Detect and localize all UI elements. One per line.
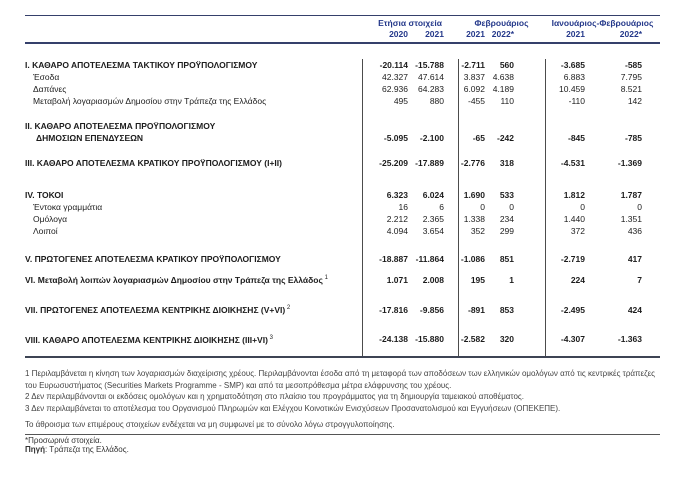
value-cell: 8.521 [620, 84, 642, 94]
value-cell: 0 [637, 202, 642, 212]
table-row [25, 225, 660, 237]
row-label-line2: ΔΗΜΟΣΙΩΝ ΕΠΕΝΔΥΣΕΩΝ [36, 133, 144, 143]
value-cell: -2.711 [461, 60, 485, 70]
value-cell: 1.338 [463, 214, 485, 224]
table-row [25, 157, 660, 169]
value-cell: 1.440 [563, 214, 585, 224]
value-cell: 62.936 [382, 84, 408, 94]
footnotes [25, 368, 660, 414]
value-cell: -2.719 [560, 254, 585, 264]
table-header [25, 15, 660, 44]
source-label: Πηγή [25, 445, 45, 455]
value-cell: 6.092 [463, 84, 485, 94]
value-cell: -1.363 [617, 334, 642, 345]
value-cell: -455 [467, 96, 485, 106]
value-cell: 853 [499, 304, 514, 315]
table-row [25, 83, 660, 95]
value-cell: -2.100 [419, 133, 444, 143]
value-cell: -845 [567, 133, 585, 143]
value-cell: 47.614 [418, 72, 444, 82]
value-cell: 2.365 [422, 214, 444, 224]
header-group-jan-feb: Ιανουάριος-Φεβρουάριος [551, 18, 654, 28]
header-group-annual: Ετήσια στοιχεία [378, 18, 442, 28]
row-label: Λοιποί [33, 226, 58, 236]
value-cell: 533 [499, 190, 514, 200]
column-divider [362, 59, 363, 356]
value-cell: 110 [500, 96, 514, 106]
value-cell: 142 [627, 96, 642, 106]
footnote: 3 Δεν περιλαμβάνεται το αποτέλεσμα του Οργανισμού Πληρωμών και Ελέγχου Κοινοτικών Ενισχύσεων Προσανατολισμού και Εγγυήσεων (ΟΠΕΚΕΠΕ). [25, 403, 561, 413]
row-label: IV. ΤΟΚΟΙ [25, 190, 64, 200]
header-spacer [25, 29, 362, 40]
row-label: Ομόλογα [33, 214, 68, 224]
value-cell: 4.094 [386, 226, 408, 236]
year-label: 2022* [491, 29, 514, 39]
value-cell: 320 [499, 334, 514, 345]
value-cell: 299 [499, 226, 514, 236]
value-cell: 16 [398, 202, 408, 212]
row-label: I. ΚΑΘΑΡΟ ΑΠΟΤΕΛΕΣΜΑ ΤΑΚΤΙΚΟΥ ΠΡΟΫΠΟΛΟΓΙΣΜΟΥ [25, 60, 258, 70]
value-cell: 318 [499, 158, 514, 168]
value-cell: -15.788 [415, 60, 444, 70]
value-cell: 851 [499, 254, 514, 264]
table-row [25, 201, 660, 213]
row-label: Μεταβολή λογαριασμών Δημοσίου στην Τράπεζα της Ελλάδος [33, 96, 267, 106]
value-cell: 224 [570, 274, 585, 285]
value-cell: -785 [624, 133, 642, 143]
year-label: 2021 [566, 29, 585, 39]
row-label: Έσοδα [33, 72, 60, 82]
value-cell: 4.638 [492, 72, 514, 82]
header-spacer [25, 18, 362, 29]
value-cell: -9.856 [419, 304, 444, 315]
value-cell: 372 [570, 226, 585, 236]
value-cell: -585 [624, 60, 642, 70]
row-label: VIII. ΚΑΘΑΡΟ ΑΠΟΤΕΛΕΣΜΑ ΚΕΝΤΡΙΚΗΣ ΔΙΟΙΚΗΣΗΣ (III+VI) $^3$ [25, 334, 273, 345]
source-text: : Τράπεζα της Ελλάδος. [45, 445, 129, 455]
value-cell: 7.795 [620, 72, 642, 82]
table-row [25, 189, 660, 201]
value-cell: -11.864 [415, 254, 444, 264]
value-cell: 1.690 [463, 190, 485, 200]
value-cell: 6 [439, 202, 444, 212]
row-label: Έντοκα γραμμάτια [33, 202, 103, 212]
row-label: V. ΠΡΩΤΟΓΕΝΕΣ ΑΠΟΤΕΛΕΣΜΑ ΚΡΑΤΙΚΟΥ ΠΡΟΫΠΟΛΟΓΙΣΜΟΥ [25, 254, 281, 264]
value-cell: 1.351 [620, 214, 642, 224]
header-group-february: Φεβρουάριος [474, 18, 529, 28]
footnote-reference: 3 [267, 334, 273, 341]
table-row [25, 272, 660, 286]
value-cell: 1.812 [563, 190, 585, 200]
value-cell: 0 [509, 202, 514, 212]
value-cell: -1.086 [460, 254, 485, 264]
source-line [25, 445, 660, 454]
value-cell: 2.008 [422, 274, 444, 285]
column-divider [545, 59, 546, 356]
value-cell: -17.816 [379, 304, 408, 315]
footnote-reference: 1 [322, 275, 328, 281]
value-cell: -5.095 [383, 133, 408, 143]
year-label: 2022* [619, 29, 642, 39]
value-cell: -4.307 [560, 334, 585, 345]
column-divider [458, 59, 459, 356]
value-cell: 436 [627, 226, 642, 236]
value-cell: -2.495 [560, 304, 585, 315]
table-row [25, 59, 660, 71]
row-label: VII. ΠΡΩΤΟΓΕΝΕΣ ΑΠΟΤΕΛΕΣΜΑ ΚΕΝΤΡΙΚΗΣ ΔΙΟΙΚΗΣΗΣ (V+VI) $^2$ [25, 304, 291, 315]
value-cell: -15.880 [415, 334, 444, 345]
value-cell: 417 [627, 254, 642, 264]
value-cell: 1.071 [386, 274, 408, 285]
row-label: Δαπάνες [33, 84, 67, 94]
year-label: 2021 [425, 29, 444, 39]
value-cell: 0 [580, 202, 585, 212]
value-cell: -242 [496, 133, 514, 143]
value-cell: -4.531 [560, 158, 585, 168]
table-row [25, 95, 660, 107]
value-cell: 0 [480, 202, 485, 212]
value-cell: 3.654 [422, 226, 444, 236]
value-cell: 3.837 [463, 72, 485, 82]
table-body [25, 59, 660, 358]
row-label: II. ΚΑΘΑΡΟ ΑΠΟΤΕΛΕΣΜΑ ΠΡΟΫΠΟΛΟΓΙΣΜΟΥ ΔΗΜΟΣΙΩΝ ΕΠΕΝΔΥΣΕΩΝ [25, 120, 362, 144]
value-cell: 195 [470, 274, 485, 285]
table-row [25, 71, 660, 83]
value-cell: 560 [499, 60, 514, 70]
table-row [25, 302, 660, 316]
value-cell: 424 [627, 304, 642, 315]
year-label: 2020 [389, 29, 408, 39]
table-row [25, 332, 660, 346]
value-cell: 1.787 [620, 190, 642, 200]
value-cell: 6.323 [386, 190, 408, 200]
value-cell: 7 [637, 274, 642, 285]
value-cell: 4.189 [492, 84, 514, 94]
value-cell: 64.283 [418, 84, 444, 94]
value-cell: 6.883 [563, 72, 585, 82]
table-row [25, 213, 660, 225]
value-cell: -891 [467, 304, 485, 315]
value-cell: -2.582 [460, 334, 485, 345]
value-cell: -3.685 [560, 60, 585, 70]
table-row [25, 120, 660, 144]
value-cell: -24.138 [379, 334, 408, 345]
footnote-reference: 2 [285, 304, 291, 311]
year-label: 2021 [466, 29, 485, 39]
header-group-row [25, 18, 660, 29]
footnote: 2 Δεν περιλαμβάνονται οι εκδόσεις ομολόγων και η χρηματοδότηση στο πλαίσιο του προγράμματος για τη δημιουργία ταμειακού αποθέματος. [25, 392, 525, 402]
rounding-note: Το άθροισμα των επιμέρους στοιχείων ενδέχεται να μη συμφωνεί με το σύνολο λόγω στρογγυλοποίησης. [25, 420, 395, 430]
value-cell: -20.114 [379, 60, 408, 70]
header-year-row [25, 29, 660, 40]
value-cell: -17.889 [415, 158, 444, 168]
value-cell: 10.459 [559, 84, 585, 94]
value-cell: -1.369 [617, 158, 642, 168]
value-cell: 234 [499, 214, 514, 224]
value-cell: 495 [393, 96, 408, 106]
table-row [25, 253, 660, 265]
value-cell: -18.887 [379, 254, 408, 264]
value-cell: 6.024 [422, 190, 444, 200]
value-cell: 2.212 [386, 214, 408, 224]
value-cell: -25.209 [379, 158, 408, 168]
footnote: 1 Περιλαμβάνεται η κίνηση των λογαριασμών διαχείρισης χρέους. Περιλαμβάνονται έσοδα από τη μεταφορά των αποδόσεων των ελληνικών ομολόγων από τις κεντρικές τράπεζες του Ευρωσυστήματος (Securities Markets Programme - SMP) και από τα μεσοπρόθεσμα μέτρα ελάφρυνσης του χρέους. [25, 369, 656, 390]
value-cell: 42.327 [382, 72, 408, 82]
value-cell: 352 [470, 226, 485, 236]
value-cell: -110 [568, 96, 585, 106]
footer-divider [25, 434, 660, 435]
value-cell: -65 [472, 133, 485, 143]
budget-table-sheet [25, 15, 660, 454]
row-label: VI. Μεταβολή λοιπών λογαριασμών Δημοσίου στην Τράπεζα της Ελλάδος $^1$ [25, 274, 328, 285]
value-cell: -2.776 [460, 158, 485, 168]
value-cell: 1 [509, 274, 514, 285]
value-cell: 880 [429, 96, 444, 106]
provisional-note: *Προσωρινά στοιχεία. [25, 436, 102, 446]
row-label: III. ΚΑΘΑΡΟ ΑΠΟΤΕΛΕΣΜΑ ΚΡΑΤΙΚΟΥ ΠΡΟΫΠΟΛΟΓΙΣΜΟΥ (I+II) [25, 158, 282, 168]
